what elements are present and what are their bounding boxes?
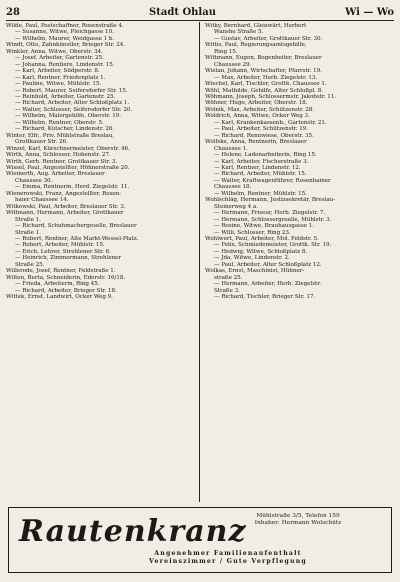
directory-entry: Wittek, Ernst, Landwirt, Ocker Weg 9. [6,294,113,301]
directory-entry: — Felix, Schmiedemeister, Grottk. Str. 19. [214,242,332,249]
directory-entry: — Frieda, Arbeiterin, Ring 45. [15,281,100,288]
directory-entry: Woldrich, Anna, Witwe, Ocker Weg 3. [205,113,310,120]
directory-entry: — Richard, Schuhmachergeselle, Breslauer [15,223,137,230]
directory-entry: Wielan, Johann, Wirtschafter, Pfarrstr. 19. [205,68,322,75]
directory-entry: Wienerowski, Franz, Angestellter, Rosen- [6,190,122,197]
directory-entry: — Emma, Rentnerin, Herd. Ziegelstr. 11. [15,184,130,191]
directory-entry: Chaussee 30. [15,177,53,184]
ad-contact [209,513,387,527]
directory-entry: Wöhner, Hugo, Arbeiter, Oberstr. 18. [205,100,308,107]
directory-entry: Wiechel, Karl, Tischler, Grottk. Chaussee 1. [205,81,327,88]
directory-entry: Winter, Elfr., Priv. Mühlstraße Breslau, [6,132,114,139]
directory-entry: Steinerweg 4 a. [214,203,258,210]
directory-entry: — Walter, Schlosser, Seifersdorfer Str. 20. [15,106,133,113]
directory-entry: Wilten, Berta, Schneiderin, Ederstr. 16/18. [6,274,126,281]
directory-entry: — Richard, Arbeiter, Mühlstr. 15. [214,171,307,178]
directory-entry: Grottkauer Str. 26. [15,139,68,146]
directory-entry: Witky, Bernhard, Gleiswärt, Herbert [205,23,307,29]
directory-entry: — Paul, Arbeiter, Alter Schloßplatz 12. [214,261,322,268]
directory-entry: — Wilhelm, Malergehilfe, Oberstr. 19. [15,113,121,120]
directory-entry: Wittmann, Hermann, Arbeiter, Grottkauer [6,210,124,217]
directory-entry: — Josef, Arbeiter, Gartenstr. 25. [15,55,104,62]
left-column [6,23,194,300]
directory-entry: — Robert, Maurer, Seifersdorfer Str. 15. [15,87,128,94]
directory-entry: — Richard, Arbeiter, Brieger Str. 18. [15,287,117,294]
directory-entry: Wanshe Straße 5. [214,29,264,36]
directory-entry: — Karl, Krankenkassenb., Gartenstr. 21. [214,119,327,126]
directory-entry: — Karl, Arbeiter, Südperstr. 8. [15,68,100,75]
directory-entry: Wissel, Paul, Angestellter, Höhnerstraße 20. [6,164,130,171]
directory-entry: — Wilhelm, Maurer, Weidgasse 1 b. [15,35,115,42]
advertisement-box [8,507,392,573]
directory-entry: — Hermann, Friseur, Herb. Ziegelstr. 7. [214,210,326,217]
directory-entry: — Richard, Rennwiese, Oberstr. 35. [214,132,314,139]
directory-entry: — Reinhold, Arbeiter, Gartenstr. 25. [15,93,116,100]
directory-entry: — Wilhelm, Rentner, Oberstr. 5. [15,119,104,126]
directory-entry: Winzel, Karl, Kürschnermeister, Oberstr. 46. [6,145,130,152]
directory-entry: — Max, Arbeiter, Herb. Ziegelstr. 13. [214,74,318,81]
directory-entry: — Helene, Ladenarbeiterin, Ring 15. [214,152,317,159]
directory-entry: — Heinrich, Zimmermann, Strehlener [15,255,122,262]
page-title: Stadt Ohlau [149,7,216,18]
directory-entry: — Wilhelm, Rentner, Mühlstr. 15. [214,190,307,197]
right-column [205,23,393,300]
ad-slogan-line-2: Vereinszimmer / Gute Verpflegung [149,558,307,565]
directory-entry: Wöhmann, Joseph, Schlossermstr. Jakobstr. 11. [205,93,337,100]
directory-entry: — Robert, Rentner, Alte Markt-Wessel-Platz. [15,235,139,242]
directory-entry: Chaussee 29. [214,61,252,68]
directory-entry: — Karl, Arbeiter, Fischerstraße 3. [214,158,309,165]
directory-entry: — Rosine, Witwe, Brauhausgasse 1. [214,223,314,230]
directory-entry: — Willi, Schlosser, Ring 23. [214,229,291,236]
directory-entry: Wohlwert, Paul, Arbeiter, Mol. Feldstr. 5. [205,235,319,242]
ad-owner: Inhaber: Hermann Wolschütz [254,520,342,526]
directory-entry: Straße 25. [15,261,45,268]
directory-entry: straße 25. [214,274,243,281]
page-header [6,4,394,18]
directory-entry: — Hedwig, Witwe, Schloßplatz 8. [214,248,308,255]
directory-entry: Straße 1. [15,216,41,223]
directory-entry: Wolkas, Ernst, Maschinist, Hühner- [205,268,305,275]
directory-entry: Wolfske, Anna, Rentnerin, Breslauer [205,139,307,146]
directory-entry: — Robert, Arbeiter, Mühlstr. 15. [15,242,105,249]
directory-entry: — Gustav, Arbeiter, Grottkauer Str. 30. [214,35,323,42]
directory-entry: — Richard, Tischler, Brieger Str. 17. [214,294,316,301]
directory-entry: — Hermann, Schlossergeselle, Mühlstr. 3. [214,216,332,223]
directory-entry: Wohlschläg, Hermann, Justizsekretär, Breslau- [205,197,336,204]
directory-entry: haier Chaussee 14. [15,197,69,204]
directory-entry: Wöhl, Mathilde, Gehilfe, Alter Schloßpl. 8. [205,87,323,94]
directory-entry: — Richard, Kutscher, Lindenstr. 26. [15,126,115,133]
section-range: Wi — Wo [345,7,394,18]
directory-entry: Straße 3. [214,287,240,294]
directory-entry: Wirth, Anna, Schlosser, Hohenstr. 27. [6,152,111,159]
ad-business-name: Rautenkranz [19,514,247,549]
directory-entry: Willerode, Josef, Rentner, Feldstraße 1. [6,268,116,275]
directory-entry: Straße 1. [15,229,41,236]
directory-entry: Wolnik, Max, Arbeiter, Schützenstr. 28. [205,106,315,113]
directory-entry: — Johanna, Rentiere, Lindenstr. 15. [15,61,115,68]
directory-entry: Wirth, Gerh. Rentner, Grottkauer Str. 3. [6,158,118,165]
column-divider [199,22,200,502]
directory-entry: — Jda, Witwe, Lindenstr. 2. [214,255,290,262]
directory-entry: Wiemerth, Aug. Arbeiter, Breslauer [6,171,105,178]
ad-address: Mühlstraße 3/5, Telefon 159 [256,513,340,519]
directory-entry: Wilde, Paul, Postschaffner, Rosenstraße 4. [6,23,124,29]
directory-entry: — Karl, Rentner, Friedenplatz 1. [15,74,106,81]
directory-entry: Chaussee 1. [214,145,248,152]
directory-entry: Witkowski, Paul, Arbeiter, Breslauer Str. 3. [6,203,126,210]
directory-entry: — Karl, Rentner, Lindenstr. 12. [214,164,301,171]
directory-entry: Wittis, Paul, Regierungsamtsgehilfe, [205,42,307,49]
directory-entry: — Pauline, Witwe, Mühlstr. 15. [15,81,102,88]
header-rule [6,20,394,21]
ad-slogan [69,550,387,566]
ad-slogan-line-1: Angenehmer Familienaufenthalt [154,550,302,557]
directory-entry: Ring 15. [214,48,238,55]
directory-entry: — Walter, Kraftwagenführer, Rosenhainer [214,177,331,184]
directory-entry: — Erich, Lehrer, Strehlener Str. 6. [15,248,111,255]
directory-entry: — Susanne, Witwe, Pleichgasse 10. [15,29,114,36]
page-number: 28 [6,7,20,18]
directory-entry: — Hermann, Arbeiter, Herb. Ziegelstr. [214,281,321,288]
directory-entry: Wittmann, Eugen, Bogenbeiter, Breslauer [205,55,322,62]
directory-entry: Windt, Otto, Zahnkünstler, Brieger Str. 24. [6,42,125,49]
directory-entry: — Richard, Arbeiter, Alter Schloßplatz 1. [15,100,130,107]
directory-entry: — Paul, Arbeiter, Schützenstr. 19. [214,126,308,133]
directory-entry: Chaussee 18. [214,184,252,191]
directory-entry: Winkler, Anna, Witwe, Oberstr. 34. [6,48,103,55]
